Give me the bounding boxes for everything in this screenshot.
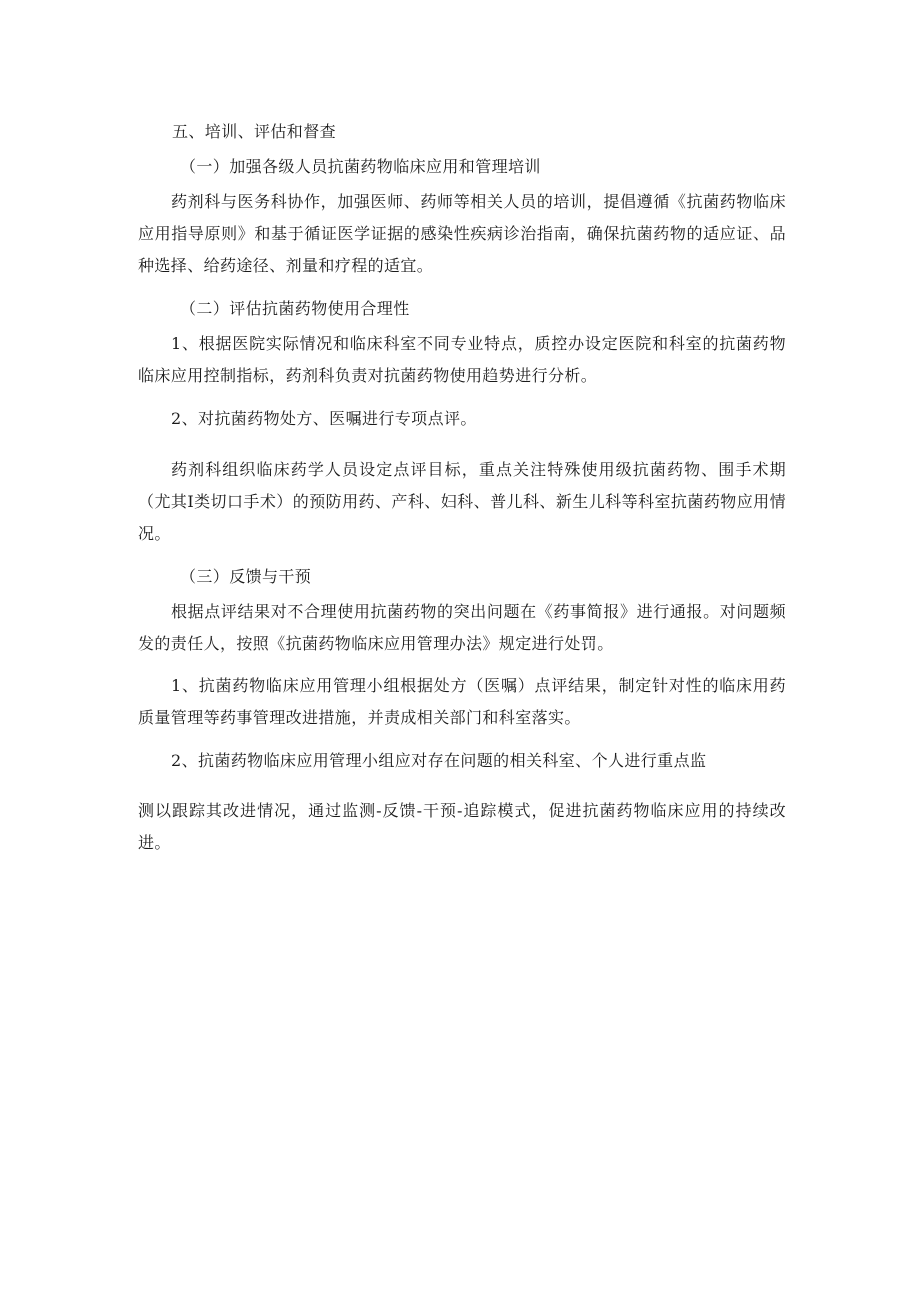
list-item-key-monitoring: 2、抗菌药物临床应用管理小组应对存在问题的相关科室、个人进行重点监	[171, 751, 707, 770]
list-item-control-indicators: 1、根据医院实际情况和临床科室不同专业特点，质控办设定医院和科室的抗菌药物临床应用控制指标，药剂科负责对抗菌药物使用趋势进行分析。	[138, 334, 786, 385]
section-heading: 五、培训、评估和督查	[172, 122, 337, 141]
subsection-heading-evaluation: （二）评估抗菌药物使用合理性	[180, 299, 410, 318]
paragraph-review-focus: 药剂科组织临床药学人员设定点评目标，重点关注特殊使用级抗菌药物、围手术期（尤其I类切口手术）的预防用药、产科、妇科、普儿科、新生儿科等科室抗菌药物应用情况。	[138, 460, 786, 543]
list-item-improvement-measures: 1、抗菌药物临床应用管理小组根据处方（医嘱）点评结果，制定针对性的临床用药质量管理等药事管理改进措施，并责成相关部门和科室落实。	[138, 676, 786, 727]
paragraph-monitoring-continued: 测以跟踪其改进情况，通过监测-反馈-干预-追踪模式，促进抗菌药物临床应用的持续改进。	[138, 801, 786, 852]
paragraph-feedback: 根据点评结果对不合理使用抗菌药物的突出问题在《药事简报》进行通报。对问题频发的责任人，按照《抗菌药物临床应用管理办法》规定进行处罚。	[138, 602, 786, 653]
subsection-heading-feedback: （三）反馈与干预	[180, 567, 312, 586]
paragraph-training: 药剂科与医务科协作，加强医师、药师等相关人员的培训，提倡遵循《抗菌药物临床应用指导原则》和基于循证医学证据的感染性疾病诊治指南，确保抗菌药物的适应证、品种选择、给药途径、剂量和疗程的适宜。	[138, 192, 786, 275]
subsection-heading-training: （一）加强各级人员抗菌药物临床应用和管理培训	[180, 157, 541, 176]
list-item-prescription-review: 2、对抗菌药物处方、医嘱进行专项点评。	[171, 409, 477, 428]
